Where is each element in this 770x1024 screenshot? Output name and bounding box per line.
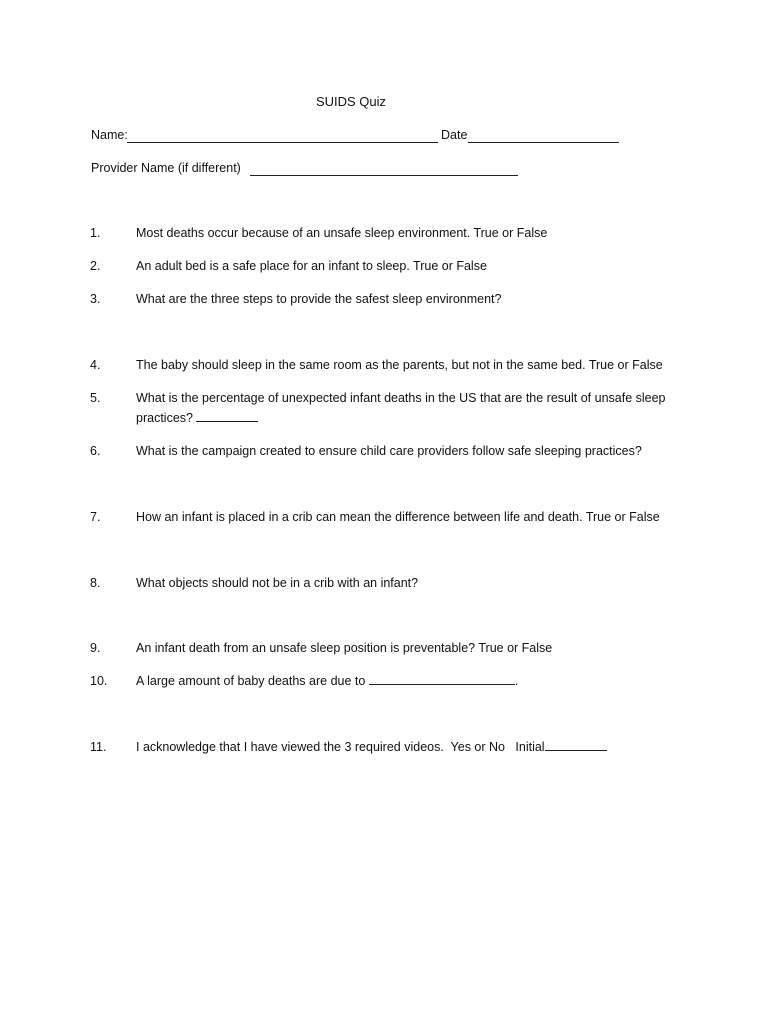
question-text-line-1: What is the percentage of unexpected infant deaths in the US that are the result of unsafe sleep xyxy=(136,391,666,405)
question-number: 6. xyxy=(90,444,101,458)
provider-name-label: Provider Name (if different) xyxy=(91,161,241,175)
question-text-row xyxy=(136,671,696,691)
question-text: A large amount of baby deaths are due to xyxy=(136,674,366,688)
date-field[interactable] xyxy=(468,128,619,143)
question-text: I acknowledge that I have viewed the 3 required videos. Yes or No Initial xyxy=(136,740,545,754)
question-text-row xyxy=(136,737,696,757)
question-number: 2. xyxy=(90,259,101,273)
question-text: The baby should sleep in the same room as the parents, but not in the same bed. True or False xyxy=(136,358,663,372)
name-label: Name: xyxy=(91,128,128,142)
question-text-line-2 xyxy=(136,408,696,428)
provider-name-field[interactable] xyxy=(250,161,518,176)
question-number: 9. xyxy=(90,641,101,655)
question-suffix: . xyxy=(514,674,519,688)
question-text: What objects should not be in a crib with an infant? xyxy=(136,576,419,590)
question-number: 8. xyxy=(90,576,101,590)
question-text: An infant death from an unsafe sleep position is preventable? True or False xyxy=(136,641,553,655)
question-text: Most deaths occur because of an unsafe sleep environment. True or False xyxy=(136,226,548,240)
question-text: What is the campaign created to ensure child care providers follow safe sleeping practices? xyxy=(136,444,642,458)
question-number: 10. xyxy=(90,674,108,688)
question-text: What are the three steps to provide the safest sleep environment? xyxy=(136,292,502,306)
date-label: Date xyxy=(441,128,468,142)
question-text: practices? xyxy=(136,411,193,425)
question-number: 3. xyxy=(90,292,101,306)
initial-blank[interactable] xyxy=(545,738,607,751)
question-number: 5. xyxy=(90,391,101,405)
name-field[interactable] xyxy=(127,128,438,143)
question-number: 4. xyxy=(90,358,101,372)
answer-blank[interactable] xyxy=(369,672,515,685)
question-text: How an infant is placed in a crib can mean the difference between life and death. True or False xyxy=(136,510,660,524)
answer-blank[interactable] xyxy=(196,409,258,422)
question-number: 1. xyxy=(90,226,101,240)
question-text: An adult bed is a safe place for an infant to sleep. True or False xyxy=(136,259,487,273)
question-number: 7. xyxy=(90,510,101,524)
question-number: 11. xyxy=(90,740,107,754)
page-title: SUIDS Quiz xyxy=(315,94,387,109)
